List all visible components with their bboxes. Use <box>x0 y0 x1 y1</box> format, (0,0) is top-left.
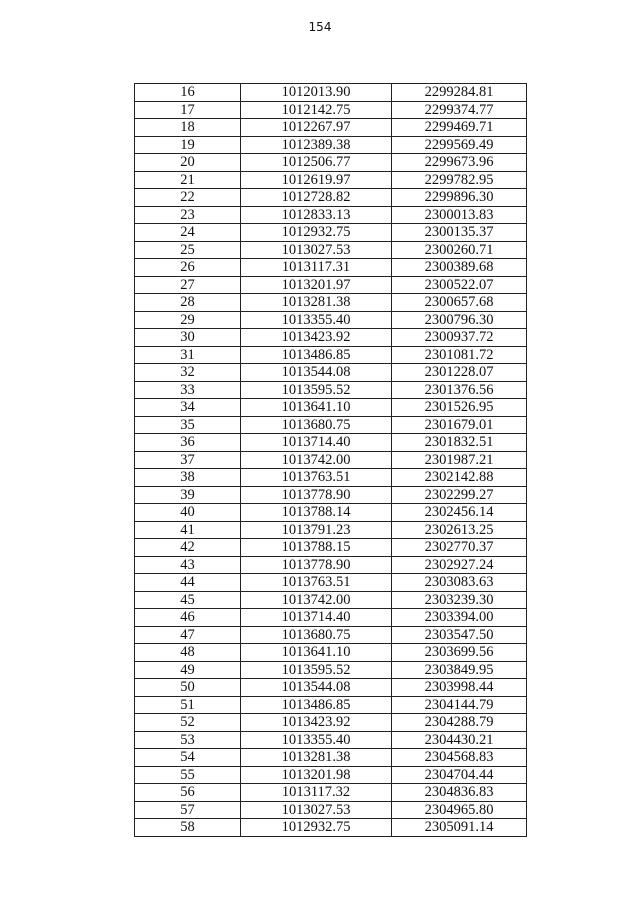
table-row <box>135 311 527 329</box>
x-coordinate-cell: 1012013.90 <box>241 84 392 102</box>
point-number-cell: 24 <box>135 224 241 242</box>
y-coordinate-cell: 2303394.00 <box>392 609 527 627</box>
y-coordinate-cell: 2300013.83 <box>392 206 527 224</box>
point-number-cell: 30 <box>135 329 241 347</box>
coordinates-table-body <box>135 84 527 837</box>
table-row <box>135 171 527 189</box>
y-coordinate-cell: 2300389.68 <box>392 259 527 277</box>
table-row <box>135 381 527 399</box>
table-row <box>135 731 527 749</box>
y-coordinate-cell: 2302456.14 <box>392 504 527 522</box>
point-number-cell: 20 <box>135 154 241 172</box>
point-number-cell: 26 <box>135 259 241 277</box>
x-coordinate-cell: 1013641.10 <box>241 644 392 662</box>
point-number-cell: 42 <box>135 539 241 557</box>
x-coordinate-cell: 1013742.00 <box>241 451 392 469</box>
table-row <box>135 609 527 627</box>
y-coordinate-cell: 2305091.14 <box>392 819 527 837</box>
table-row <box>135 451 527 469</box>
y-coordinate-cell: 2304568.83 <box>392 749 527 767</box>
table-row <box>135 329 527 347</box>
y-coordinate-cell: 2300260.71 <box>392 241 527 259</box>
point-number-cell: 46 <box>135 609 241 627</box>
table-row <box>135 784 527 802</box>
table-row <box>135 626 527 644</box>
x-coordinate-cell: 1013641.10 <box>241 399 392 417</box>
x-coordinate-cell: 1012619.97 <box>241 171 392 189</box>
point-number-cell: 33 <box>135 381 241 399</box>
y-coordinate-cell: 2300937.72 <box>392 329 527 347</box>
point-number-cell: 18 <box>135 119 241 137</box>
coordinates-table <box>134 83 527 837</box>
point-number-cell: 21 <box>135 171 241 189</box>
table-row <box>135 346 527 364</box>
point-number-cell: 51 <box>135 696 241 714</box>
table-row <box>135 749 527 767</box>
table-row <box>135 521 527 539</box>
y-coordinate-cell: 2300135.37 <box>392 224 527 242</box>
table-row <box>135 259 527 277</box>
y-coordinate-cell: 2300522.07 <box>392 276 527 294</box>
y-coordinate-cell: 2304704.44 <box>392 766 527 784</box>
y-coordinate-cell: 2300657.68 <box>392 294 527 312</box>
y-coordinate-cell: 2302770.37 <box>392 539 527 557</box>
x-coordinate-cell: 1013201.98 <box>241 766 392 784</box>
x-coordinate-cell: 1013778.90 <box>241 556 392 574</box>
x-coordinate-cell: 1013117.31 <box>241 259 392 277</box>
table-row <box>135 224 527 242</box>
point-number-cell: 52 <box>135 714 241 732</box>
table-row <box>135 416 527 434</box>
point-number-cell: 58 <box>135 819 241 837</box>
table-row <box>135 84 527 102</box>
x-coordinate-cell: 1012142.75 <box>241 101 392 119</box>
x-coordinate-cell: 1012389.38 <box>241 136 392 154</box>
table-row <box>135 101 527 119</box>
y-coordinate-cell: 2299673.96 <box>392 154 527 172</box>
x-coordinate-cell: 1013680.75 <box>241 626 392 644</box>
point-number-cell: 16 <box>135 84 241 102</box>
x-coordinate-cell: 1013788.15 <box>241 539 392 557</box>
table-row <box>135 486 527 504</box>
y-coordinate-cell: 2302142.88 <box>392 469 527 487</box>
point-number-cell: 43 <box>135 556 241 574</box>
y-coordinate-cell: 2299782.95 <box>392 171 527 189</box>
x-coordinate-cell: 1013788.14 <box>241 504 392 522</box>
y-coordinate-cell: 2299374.77 <box>392 101 527 119</box>
point-number-cell: 28 <box>135 294 241 312</box>
y-coordinate-cell: 2301832.51 <box>392 434 527 452</box>
point-number-cell: 40 <box>135 504 241 522</box>
x-coordinate-cell: 1013423.92 <box>241 714 392 732</box>
point-number-cell: 48 <box>135 644 241 662</box>
table-row <box>135 294 527 312</box>
point-number-cell: 29 <box>135 311 241 329</box>
table-row <box>135 644 527 662</box>
y-coordinate-cell: 2301526.95 <box>392 399 527 417</box>
x-coordinate-cell: 1013763.51 <box>241 469 392 487</box>
point-number-cell: 36 <box>135 434 241 452</box>
table-row <box>135 696 527 714</box>
page-number: 154 <box>308 20 332 34</box>
x-coordinate-cell: 1013281.38 <box>241 294 392 312</box>
x-coordinate-cell: 1013117.32 <box>241 784 392 802</box>
y-coordinate-cell: 2302299.27 <box>392 486 527 504</box>
x-coordinate-cell: 1013544.08 <box>241 679 392 697</box>
table-row <box>135 136 527 154</box>
point-number-cell: 56 <box>135 784 241 802</box>
table-row <box>135 539 527 557</box>
x-coordinate-cell: 1013544.08 <box>241 364 392 382</box>
point-number-cell: 38 <box>135 469 241 487</box>
x-coordinate-cell: 1013423.92 <box>241 329 392 347</box>
point-number-cell: 44 <box>135 574 241 592</box>
x-coordinate-cell: 1013355.40 <box>241 731 392 749</box>
point-number-cell: 39 <box>135 486 241 504</box>
table-row <box>135 276 527 294</box>
point-number-cell: 35 <box>135 416 241 434</box>
x-coordinate-cell: 1012506.77 <box>241 154 392 172</box>
table-row <box>135 679 527 697</box>
table-row <box>135 766 527 784</box>
x-coordinate-cell: 1012267.97 <box>241 119 392 137</box>
y-coordinate-cell: 2303239.30 <box>392 591 527 609</box>
x-coordinate-cell: 1013680.75 <box>241 416 392 434</box>
x-coordinate-cell: 1013778.90 <box>241 486 392 504</box>
point-number-cell: 25 <box>135 241 241 259</box>
y-coordinate-cell: 2301679.01 <box>392 416 527 434</box>
table-row <box>135 119 527 137</box>
table-row <box>135 241 527 259</box>
y-coordinate-cell: 2301081.72 <box>392 346 527 364</box>
point-number-cell: 41 <box>135 521 241 539</box>
y-coordinate-cell: 2301228.07 <box>392 364 527 382</box>
point-number-cell: 22 <box>135 189 241 207</box>
y-coordinate-cell: 2301987.21 <box>392 451 527 469</box>
point-number-cell: 54 <box>135 749 241 767</box>
point-number-cell: 55 <box>135 766 241 784</box>
table-row <box>135 189 527 207</box>
point-number-cell: 47 <box>135 626 241 644</box>
x-coordinate-cell: 1013355.40 <box>241 311 392 329</box>
point-number-cell: 34 <box>135 399 241 417</box>
table-row <box>135 714 527 732</box>
y-coordinate-cell: 2304430.21 <box>392 731 527 749</box>
table-row <box>135 469 527 487</box>
x-coordinate-cell: 1013486.85 <box>241 346 392 364</box>
x-coordinate-cell: 1013595.52 <box>241 661 392 679</box>
x-coordinate-cell: 1013281.38 <box>241 749 392 767</box>
x-coordinate-cell: 1012833.13 <box>241 206 392 224</box>
x-coordinate-cell: 1013027.53 <box>241 801 392 819</box>
table-row <box>135 819 527 837</box>
y-coordinate-cell: 2304144.79 <box>392 696 527 714</box>
x-coordinate-cell: 1013714.40 <box>241 434 392 452</box>
table-row <box>135 574 527 592</box>
table-row <box>135 399 527 417</box>
x-coordinate-cell: 1013027.53 <box>241 241 392 259</box>
table-row <box>135 206 527 224</box>
table-row <box>135 591 527 609</box>
y-coordinate-cell: 2301376.56 <box>392 381 527 399</box>
y-coordinate-cell: 2303699.56 <box>392 644 527 662</box>
table-row <box>135 434 527 452</box>
point-number-cell: 37 <box>135 451 241 469</box>
table-row <box>135 556 527 574</box>
y-coordinate-cell: 2302613.25 <box>392 521 527 539</box>
table-row <box>135 154 527 172</box>
y-coordinate-cell: 2303998.44 <box>392 679 527 697</box>
x-coordinate-cell: 1013201.97 <box>241 276 392 294</box>
y-coordinate-cell: 2299896.30 <box>392 189 527 207</box>
y-coordinate-cell: 2303083.63 <box>392 574 527 592</box>
point-number-cell: 27 <box>135 276 241 294</box>
table-row <box>135 504 527 522</box>
y-coordinate-cell: 2299284.81 <box>392 84 527 102</box>
point-number-cell: 32 <box>135 364 241 382</box>
table-row <box>135 364 527 382</box>
point-number-cell: 49 <box>135 661 241 679</box>
x-coordinate-cell: 1013714.40 <box>241 609 392 627</box>
y-coordinate-cell: 2299469.71 <box>392 119 527 137</box>
y-coordinate-cell: 2304965.80 <box>392 801 527 819</box>
y-coordinate-cell: 2303849.95 <box>392 661 527 679</box>
table-row <box>135 801 527 819</box>
x-coordinate-cell: 1013791.23 <box>241 521 392 539</box>
x-coordinate-cell: 1013595.52 <box>241 381 392 399</box>
point-number-cell: 57 <box>135 801 241 819</box>
y-coordinate-cell: 2304288.79 <box>392 714 527 732</box>
y-coordinate-cell: 2299569.49 <box>392 136 527 154</box>
x-coordinate-cell: 1013763.51 <box>241 574 392 592</box>
point-number-cell: 45 <box>135 591 241 609</box>
x-coordinate-cell: 1012932.75 <box>241 224 392 242</box>
y-coordinate-cell: 2304836.83 <box>392 784 527 802</box>
x-coordinate-cell: 1012728.82 <box>241 189 392 207</box>
y-coordinate-cell: 2303547.50 <box>392 626 527 644</box>
y-coordinate-cell: 2300796.30 <box>392 311 527 329</box>
point-number-cell: 50 <box>135 679 241 697</box>
y-coordinate-cell: 2302927.24 <box>392 556 527 574</box>
point-number-cell: 53 <box>135 731 241 749</box>
point-number-cell: 23 <box>135 206 241 224</box>
point-number-cell: 17 <box>135 101 241 119</box>
x-coordinate-cell: 1012932.75 <box>241 819 392 837</box>
x-coordinate-cell: 1013486.85 <box>241 696 392 714</box>
point-number-cell: 31 <box>135 346 241 364</box>
table-row <box>135 661 527 679</box>
point-number-cell: 19 <box>135 136 241 154</box>
x-coordinate-cell: 1013742.00 <box>241 591 392 609</box>
